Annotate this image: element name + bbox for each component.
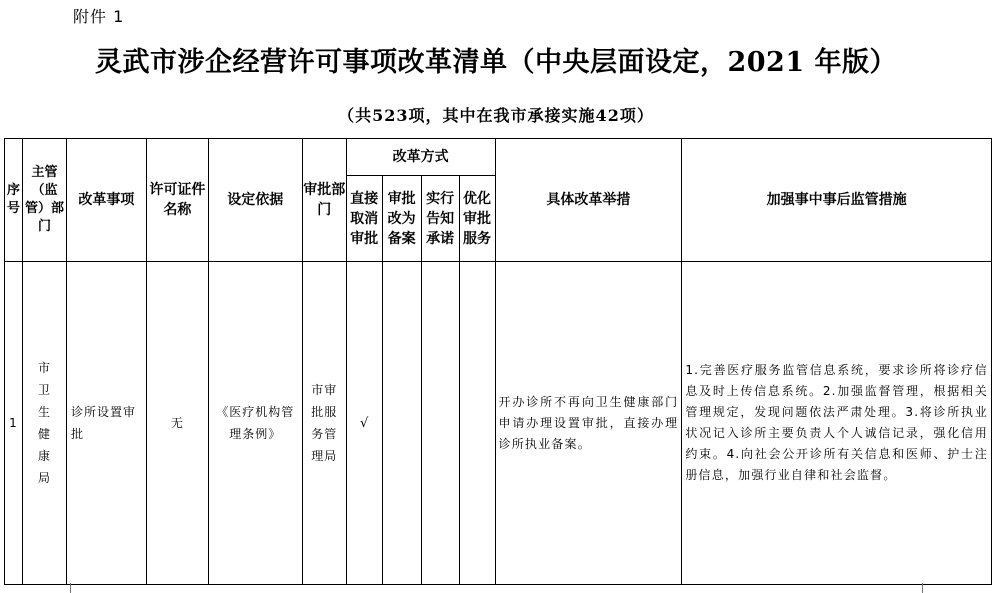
cell-record: [382, 262, 421, 585]
cell-license: 无: [146, 262, 208, 585]
header-item: 改革事项: [66, 139, 146, 262]
header-cancel: 直接取消审批: [346, 176, 382, 262]
document-subtitle: （共523项，其中在我市承接实施42项）: [338, 106, 654, 125]
header-measures: 具体改革举措: [495, 139, 682, 262]
cell-supervision: 1.完善医疗服务监管信息系统，要求诊所将诊疗信息及时上传信息系统。2.加强监督管理，根据相关管理规定，发现问题依法严肃处理。3.将诊所执业状况记入诊所主要负责人个人诚信记录，强化信用约束。4.向社会公开诊所有关信息和医师、护士注册信息，加强行业自律和社会监督。: [682, 262, 992, 585]
cell-notify: [421, 262, 459, 585]
header-notify: 实行告知承诺: [421, 176, 459, 262]
attachment-label: 附件 1: [73, 7, 125, 26]
cell-seq: 1: [5, 262, 23, 585]
cell-item: 诊所设置审批: [66, 262, 146, 585]
cell-optimize: [459, 262, 495, 585]
header-seq: 序号: [5, 139, 23, 262]
cell-dept: 市卫生健康局: [22, 262, 66, 585]
header-license: 许可证件名称: [146, 139, 208, 262]
header-record: 审批改为备案: [382, 176, 421, 262]
cell-measures: 开办诊所不再向卫生健康部门申请办理设置审批，直接办理诊所执业备案。: [495, 262, 682, 585]
page-break-tick: [922, 583, 923, 593]
cell-cancel-check: √: [346, 262, 382, 585]
table-row: [5, 262, 992, 585]
page-break-tick: [70, 583, 71, 593]
header-row-1: [5, 139, 992, 176]
document-title: 灵武市涉企经营许可事项改革清单（中央层面设定，2021 年版）: [94, 47, 898, 78]
reform-list-table: [4, 138, 992, 585]
header-basis: 设定依据: [208, 139, 302, 262]
cell-approval-dept: 市审批服务管理局: [302, 262, 346, 585]
header-reform-group: 改革方式: [346, 139, 495, 176]
header-dept: 主管（监管）部门: [22, 139, 66, 262]
header-supervision: 加强事中事后监管措施: [682, 139, 992, 262]
header-optimize: 优化审批服务: [459, 176, 495, 262]
cell-basis: 《医疗机构管理条例》: [208, 262, 302, 585]
header-approval-dept: 审批部门: [302, 139, 346, 262]
